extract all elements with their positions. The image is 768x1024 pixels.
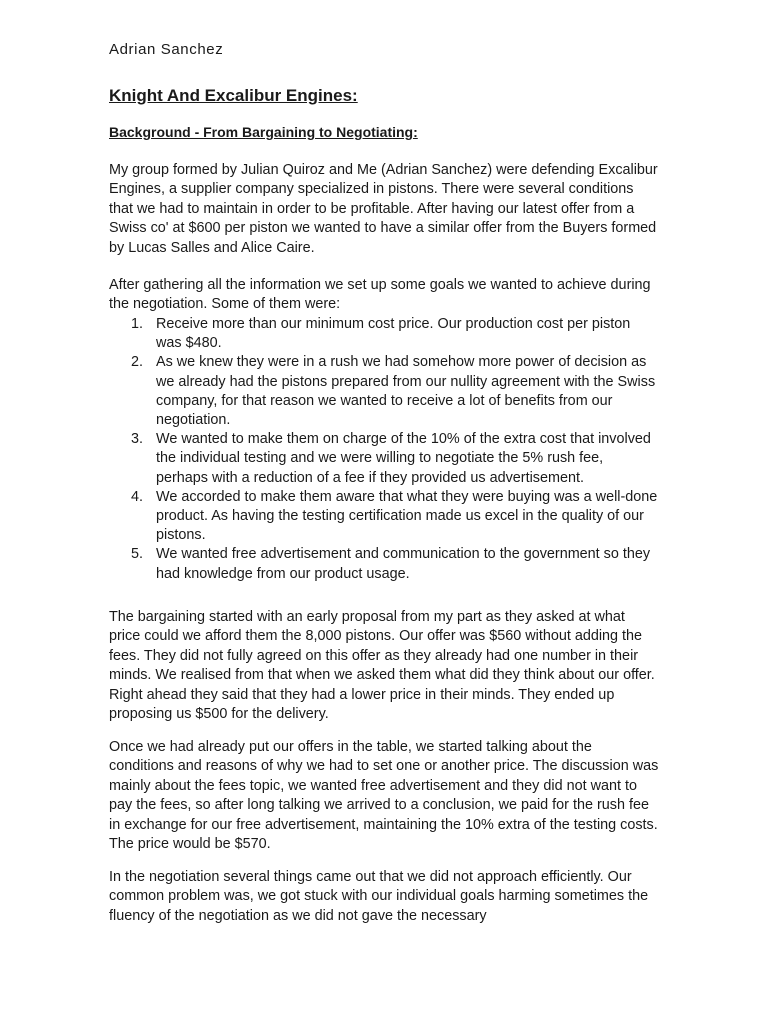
intro-paragraph: My group formed by Julian Quiroz and Me (Adrian Sanchez) were defending Excalibur Engines, a supplier company specialized in pistons. There were several conditions that we had to maintain in order to be profitable. After having our latest offer from a Swiss co' at $600 per piston we wanted to have a similar offer from the Buyers formed by Lucas Salles and Alice Caire.: [109, 162, 658, 256]
author-name: Adrian Sanchez: [109, 41, 224, 58]
list-item-text: We accorded to make them aware that what they were buying was a well-done product. As having the testing certification made us excel in the quality of our pistons.: [156, 488, 658, 544]
list-item-number: 4.: [131, 488, 144, 505]
section-heading: Background - From Bargaining to Negotiating:: [109, 124, 418, 140]
list-item-text: We wanted free advertisement and communication to the government so they had knowledge from our product usage.: [156, 546, 651, 582]
goals-list: [109, 315, 659, 584]
offers-paragraph: Once we had already put our offers in the table, we started talking about the conditions and reasons of why we had to set one or another price. The discussion was mainly about the fees topic, we wanted free advertisement and they did not want to pay the fees, so after long talking we arrived to a conclusion, we paid for the rush fee in exchange for our free advertisement, maintaining the 10% extra of the testing costs. The price would be $570.: [109, 739, 659, 853]
list-item-number: 5.: [131, 546, 144, 563]
list-item: [109, 430, 659, 488]
list-item: [109, 545, 659, 583]
list-item-number: 1.: [131, 316, 144, 332]
list-item: [109, 353, 659, 430]
list-item-text: We wanted to make them on charge of the 10% of the extra cost that involved the individual testing and we were willing to negotiate the 5% rush fee, perhaps with a reduction of a fee if they provided us advertisement.: [156, 431, 651, 486]
list-item-number: 2.: [131, 354, 144, 371]
list-item-text: As we knew they were in a rush we had somehow more power of decision as we already had the pistons prepared from our nullity agreement with the Swiss company, for that reason we wanted to receive a lot of benefits from our negotiation.: [156, 354, 656, 429]
list-item: [109, 488, 659, 546]
list-item: [109, 315, 659, 353]
list-item-number: 3.: [131, 431, 144, 448]
bargaining-paragraph: The bargaining started with an early proposal from my part as they asked at what price could we afford them the 8,000 pistons. Our offer was $560 without adding the fees. They did not fully agreed on this offer as they already had one number in their minds. We realised from that when we asked them what did they think about our offer. Right ahead they said that they had a lower price in their minds. They ended up proposing us $500 for the delivery.: [109, 609, 655, 723]
list-item-text: Receive more than our minimum cost price. Our production cost per piston was $480.: [156, 316, 631, 352]
negotiation-paragraph: In the negotiation several things came out that we did not approach efficiently. Our common problem was, we got stuck with our individual goals harming sometimes the fluency of the negotiation as we did not gave the necessary: [109, 869, 649, 924]
goals-intro-paragraph: After gathering all the information we set up some goals we wanted to achieve during the negotiation. Some of them were:: [109, 277, 651, 313]
document-title: Knight And Excalibur Engines:: [109, 86, 358, 105]
